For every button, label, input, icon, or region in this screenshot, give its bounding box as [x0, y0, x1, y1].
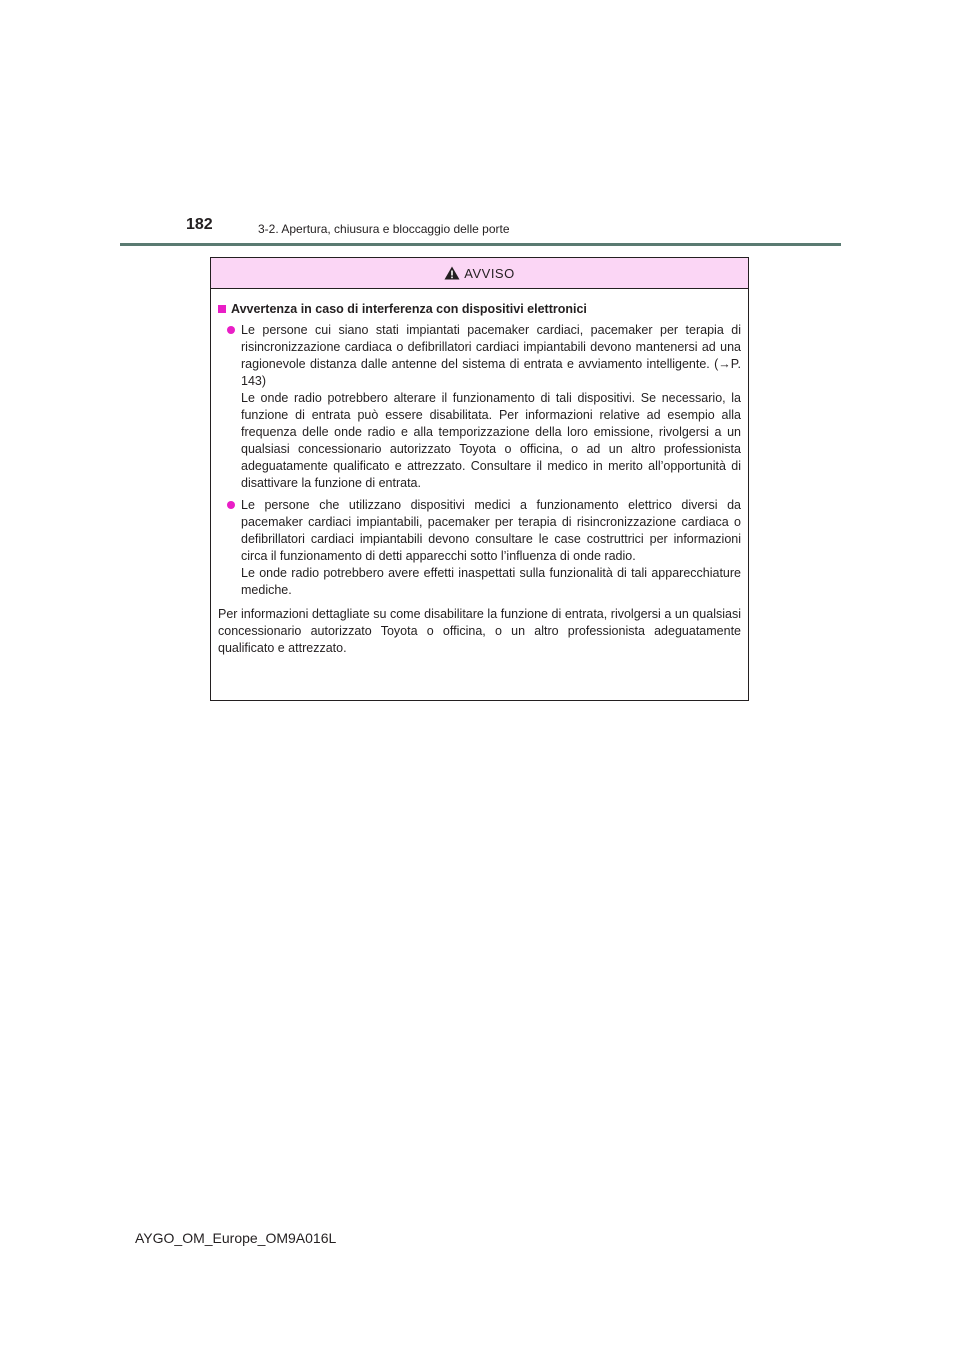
list-item: [227, 322, 741, 492]
round-bullet-icon: [227, 501, 235, 509]
warning-subheading: [218, 301, 741, 318]
header-divider: [120, 243, 841, 246]
round-bullet-icon: [227, 326, 235, 334]
document-code: AYGO_OM_Europe_OM9A016L: [135, 1230, 337, 1246]
warning-body: [211, 289, 748, 657]
list-item-content: [241, 322, 741, 492]
section-title: 3-2. Apertura, chiusura e bloccaggio delle porte: [258, 222, 510, 236]
warning-triangle-icon: [444, 266, 460, 280]
warning-subheading-text: Avvertenza in caso di interferenza con dispositivi elettronici: [231, 302, 587, 316]
paragraph: Le persone cui siano stati impiantati pacemaker cardiaci, pacemaker per terapia di risincronizzazione cardiaca o defibrillatori cardiaci impiantabili devono mantenersi ad una ragionevole distanza dalle antenne del sistema di entrata e avviamento intelligente. (→P. 143): [241, 323, 741, 388]
list-item: [227, 497, 741, 599]
paragraph: Le persone che utilizzano dispositivi medici a funzionamento elettrico diversi da pacemaker cardiaci impiantabili, pacemaker per terapia di risincronizzazione cardiaca o defibrillatori cardiaci impiantabili devono consultare le case costruttrici per informazioni circa il funzionamento di detti apparecchi sotto l’influenza di onde radio.: [241, 498, 741, 563]
paragraph: Le onde radio potrebbero alterare il funzionamento di tali dispositivi. Se necessario, la funzione di entrata può essere disabilitata. Per informazioni relative ad esempio alla frequenza delle onde radio e alla temporizzazione della loro emissione, rivolgersi a un qualsiasi concessionario autorizzato Toyota o officina, o ad un altro professionista adeguatamente qualificato e attrezzato. Consultare il medico in merito all’opportunità di disattivare la funzione di entrata.: [241, 391, 741, 490]
square-bullet-icon: [218, 305, 226, 313]
page-number: 182: [186, 216, 213, 233]
closing-paragraph: Per informazioni dettagliate su come disabilitare la funzione di entrata, rivolgersi a un qualsiasi concessionario autorizzato Toyota o officina, o un altro professionista adeguatamente qualificato e attrezzato.: [218, 607, 741, 655]
list-item-content: [241, 497, 741, 599]
warning-box: [210, 257, 749, 701]
warning-header: [211, 258, 748, 289]
warning-label: AVVISO: [464, 265, 515, 281]
paragraph: Le onde radio potrebbero avere effetti inaspettati sulla funzionalità di tali apparecchiature mediche.: [241, 566, 741, 597]
